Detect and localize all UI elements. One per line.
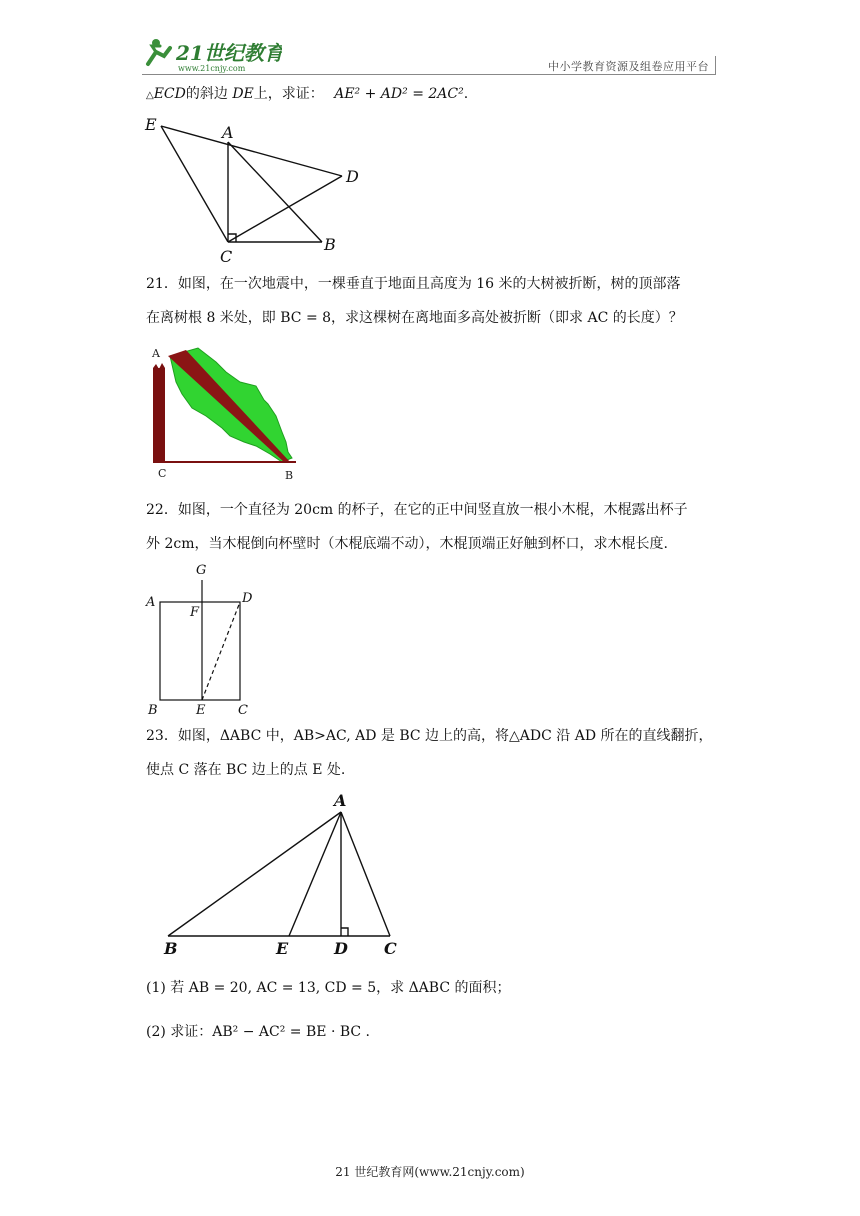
q22-line-1: 22．如图，一个直径为 20cm 的杯子，在它的正中间竖直放一根小木棍，木棍露出杯子 [146,502,688,518]
figure-q23 [156,790,416,960]
figure-q21 [146,342,306,484]
q21-line-1: 21．如图，在一次地震中，一棵垂直于地面且高度为 16 米的大树被折断，树的顶部落 [146,276,681,292]
label-B: B [164,939,178,958]
logo-url: www.21cnjy.com [178,64,246,73]
q23-line-2: 使点 C 落在 BC 边上的点 E 处. [146,762,346,778]
label-E: E [196,703,206,718]
fallen-trunk [168,350,290,462]
figure-q22 [144,560,264,720]
label-C: C [158,467,167,480]
q22-line-2: 外 2cm，当木棍倒向杯壁时（木棍底端不动），木棍顶端正好触到杯口，求木棍长度. [146,536,668,552]
label-B: B [285,469,294,482]
q21-line-2: 在离树根 8 米处，即 BC = 8，求这棵树在离地面多高处被折断（即求 AC 的长度）？ [146,310,683,326]
platform-name: 中小学教育资源及组卷应用平台 [548,60,709,73]
label-E: E [276,939,289,958]
q23-part-2: (2) 求证：AB² − AC² = BE · BC . [146,1024,371,1040]
label-A: A [152,347,160,360]
label-A: A [334,791,347,810]
page-footer: 21 世纪教育网(www.21cnjy.com) [335,1165,525,1179]
label-D: D [346,167,359,186]
header-divider-tick [715,56,716,74]
label-G: G [196,563,207,578]
label-C: C [220,247,233,266]
q23-line-1: 23．如图，ΔABC 中，AB>AC, AD 是 BC 边上的高，将△ADC 沿 AD 所在的直线翻折， [146,728,713,744]
figure-q20 [140,112,380,268]
label-C: C [238,703,248,718]
header-divider [142,74,716,75]
tree-trunk [153,368,165,462]
label-B: B [148,703,158,718]
label-D: D [334,939,348,958]
label-E: E [145,115,157,134]
site-logo [142,34,282,74]
label-C: C [384,939,397,958]
label-A: A [222,123,234,142]
label-D: D [242,591,253,606]
logo-text: 21世纪教育 [176,41,282,65]
runner-logo-icon [142,34,282,74]
label-F: F [190,605,200,620]
q23-part-1: (1) 若 AB = 20, AC = 13, CD = 5，求 ΔABC 的面积； [146,980,511,996]
q20-conclusion: △ECD的斜边 DE上，求证： AE² + AD² = 2AC². [146,86,469,102]
label-A: A [146,595,156,610]
label-B: B [324,235,336,254]
